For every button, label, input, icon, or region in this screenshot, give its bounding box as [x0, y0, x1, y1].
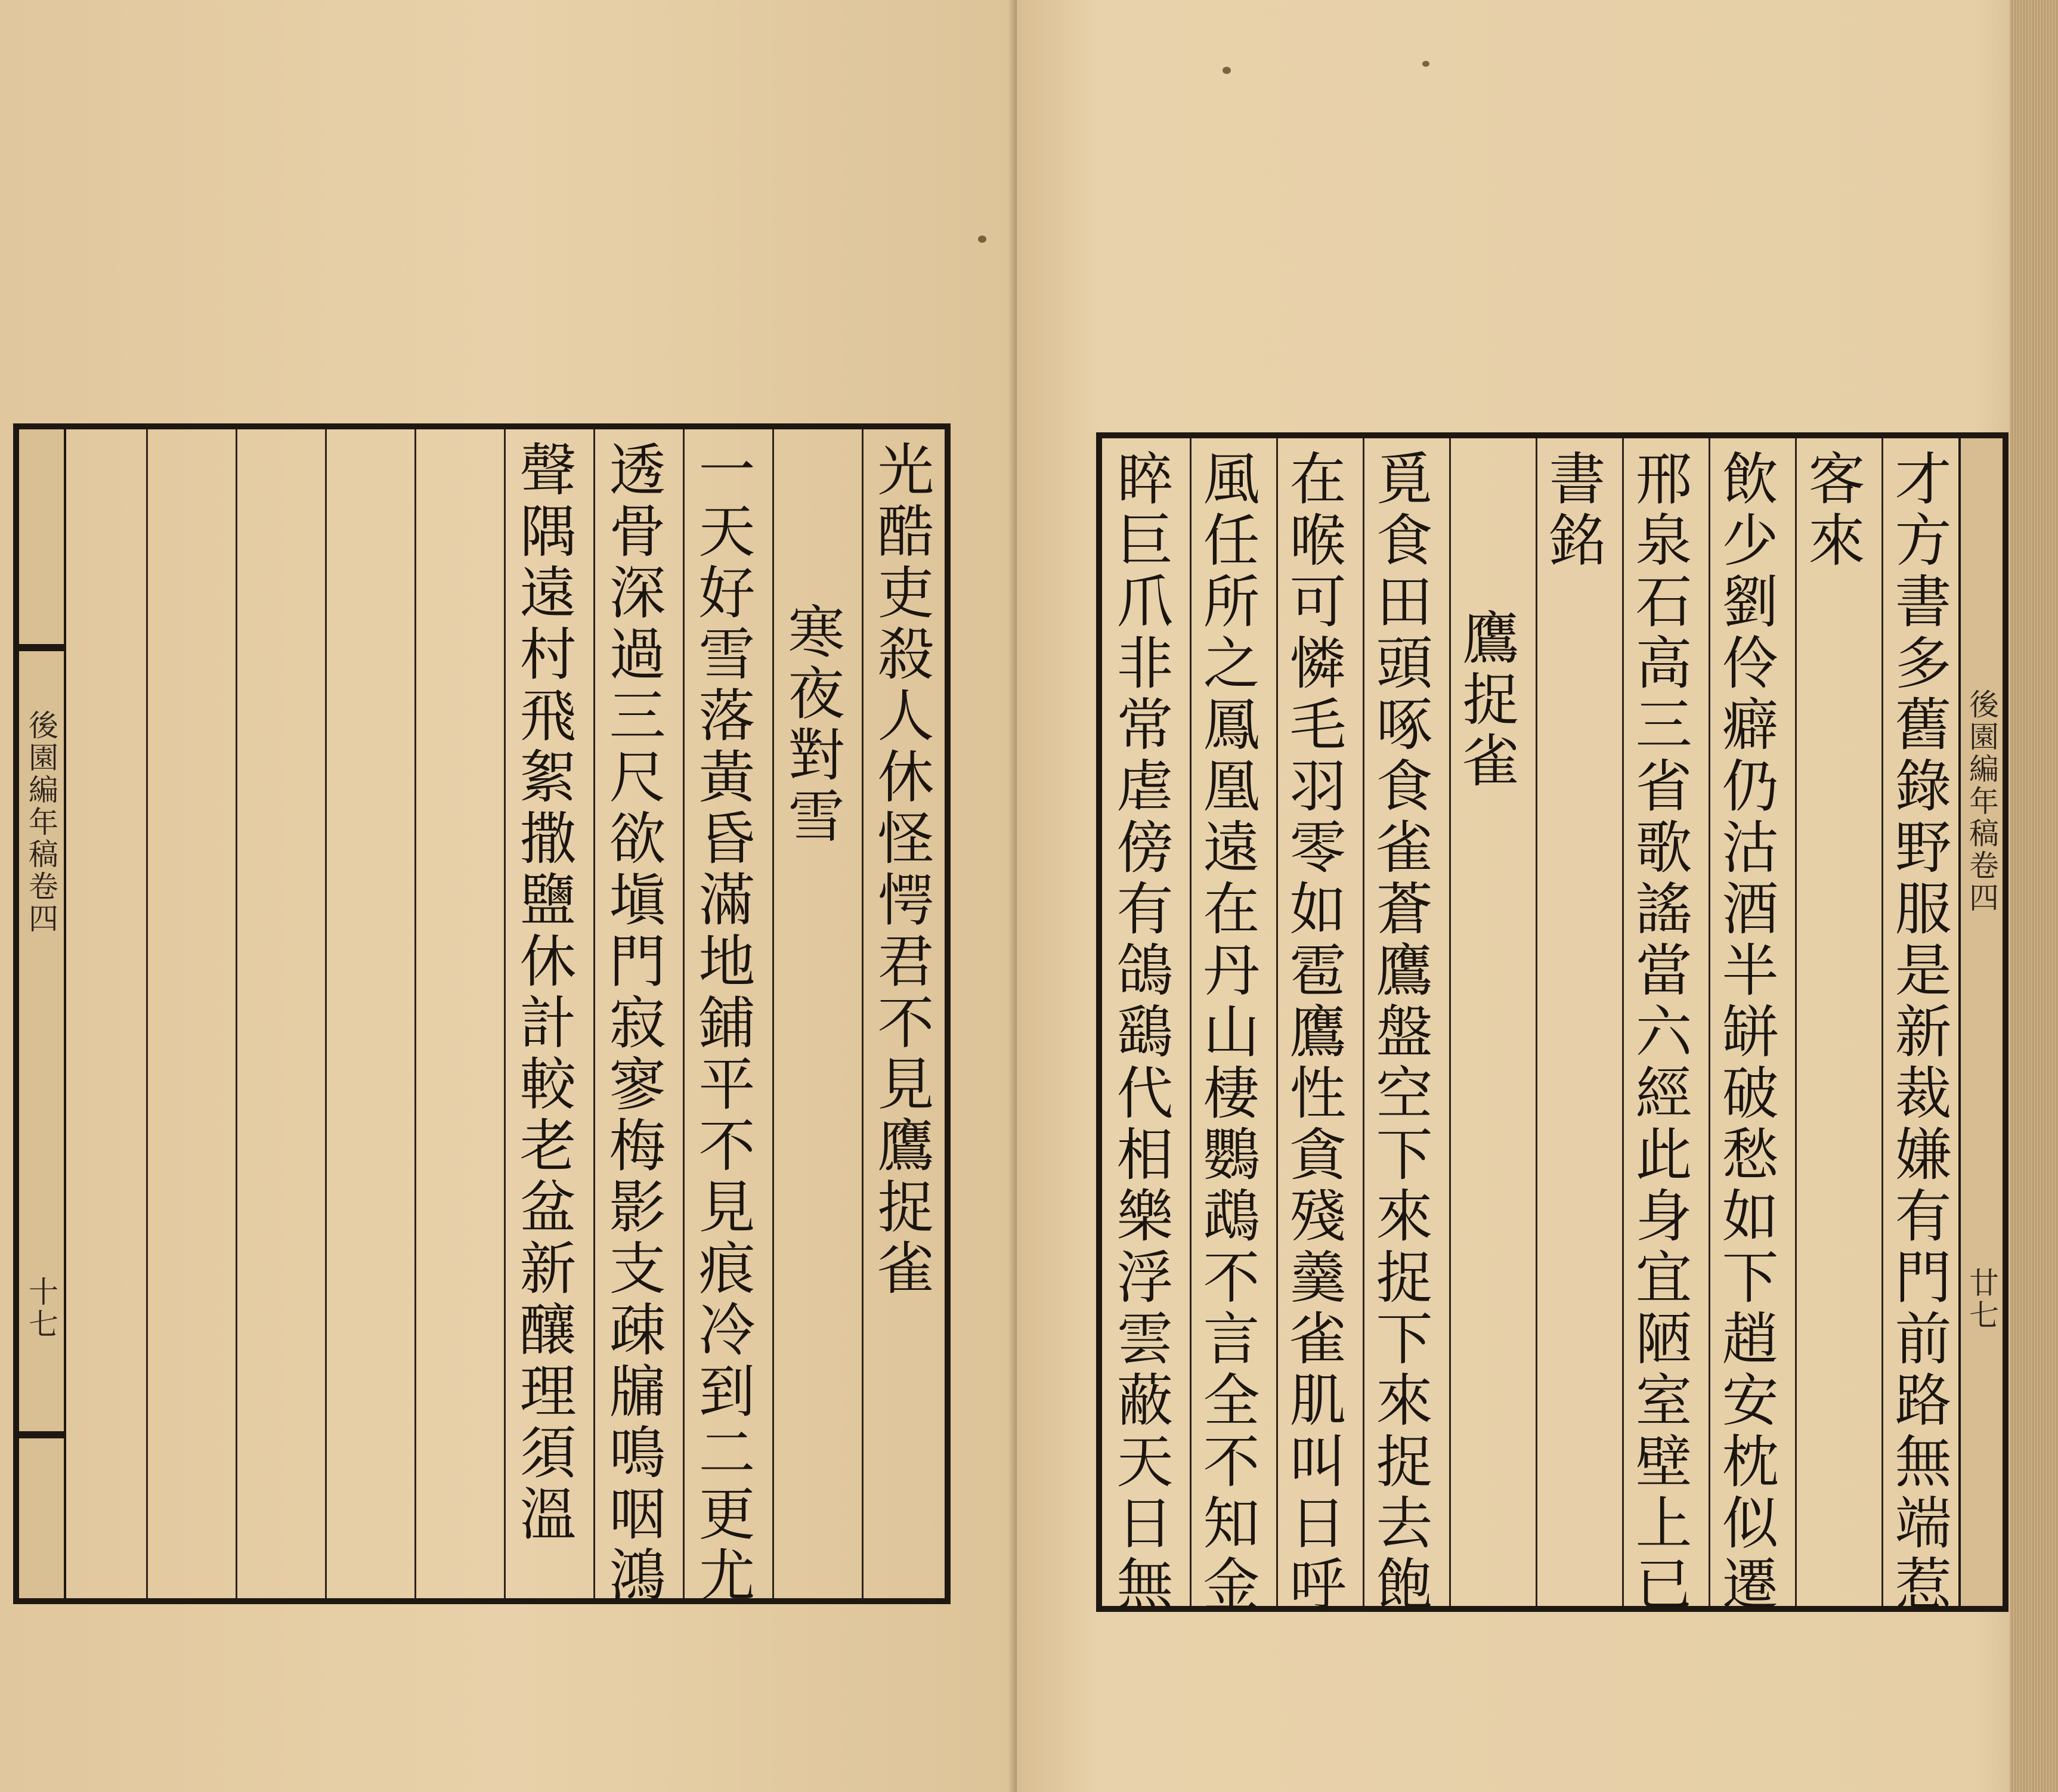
left-fishtail-strip: [19, 429, 66, 1598]
column-rule: [593, 429, 595, 1598]
column-rule: [1881, 438, 1883, 1606]
column-rule: [1622, 438, 1624, 1606]
column-rule: [325, 429, 327, 1598]
ink-spot: [978, 236, 986, 243]
left-column-3: 一天好雪落黃昏滿地鋪平不見痕冷到二更尤: [689, 440, 755, 1607]
right-column-1: 才方書多舊錄野服是新裁嫌有門前路無端惹: [1886, 449, 1951, 1616]
column-rule: [772, 429, 774, 1598]
left-folio-number: 十七: [24, 1276, 58, 1341]
right-column-8: 在喉可憐毛羽零如雹鷹性貪殘羹雀肌叫日呼: [1280, 449, 1346, 1616]
right-column-2: 客來: [1799, 449, 1865, 572]
left-text-frame: [13, 423, 951, 1607]
column-rule: [683, 429, 685, 1598]
column-rule: [236, 429, 237, 1598]
right-column-9: 風任所之鳳凰遠在丹山棲鸚鵡不言全不知金: [1194, 449, 1259, 1616]
right-text-frame: [1096, 432, 2009, 1616]
column-rule: [1190, 438, 1192, 1606]
right-column-7: 覓食田頭啄食雀蒼鷹盤空下來捉下來捉去飽: [1367, 449, 1432, 1616]
right-folio-number: 廿七: [1964, 1267, 1999, 1332]
left-margin-title: 後園編年稿卷四: [24, 710, 58, 935]
column-rule: [504, 429, 506, 1598]
left-column-1: 光酷吏殺人休怪愕君不見鷹捉雀: [868, 440, 934, 1300]
left-page: [0, 0, 1017, 1792]
ink-spot: [1223, 67, 1231, 74]
left-column-4: 透骨深過三尺欲塡門寂寥梅影支疎牖鳴咽鴻: [600, 440, 666, 1607]
column-rule: [1276, 438, 1278, 1606]
right-column-5: 書銘: [1540, 449, 1605, 572]
left-column-5: 聲隅遠村飛絮撒鹽休計較老盆新釀理須溫: [510, 440, 576, 1546]
right-margin-title: 後園編年稿卷四: [1964, 689, 1999, 914]
page-edges: [2010, 0, 2058, 1792]
fishtail-notch: [19, 1431, 64, 1438]
column-rule: [146, 429, 148, 1598]
ink-spot: [1422, 61, 1429, 67]
right-column-3: 飲少劉伶癖仍沽酒半缾破愁如下趙安枕似遷: [1713, 449, 1778, 1616]
column-rule: [1795, 438, 1797, 1606]
fishtail-notch: [19, 644, 64, 651]
left-column-2-heading: 寒夜對雪: [779, 602, 844, 848]
column-rule: [1709, 438, 1710, 1606]
column-rule: [1449, 438, 1451, 1606]
column-rule: [1536, 438, 1537, 1606]
right-column-4: 邢泉石高三省歌謠當六經此身宜陋室壁上已: [1626, 449, 1692, 1616]
column-rule: [414, 429, 416, 1598]
right-column-10: 睟巨爪非常虐傍有鴿鷂代相樂浮雲蔽天日無: [1107, 449, 1173, 1616]
column-rule: [862, 429, 864, 1598]
right-fishtail-strip: [1958, 438, 2003, 1606]
right-column-6-heading: 鷹捉雀: [1453, 608, 1519, 793]
column-rule: [1363, 438, 1364, 1606]
